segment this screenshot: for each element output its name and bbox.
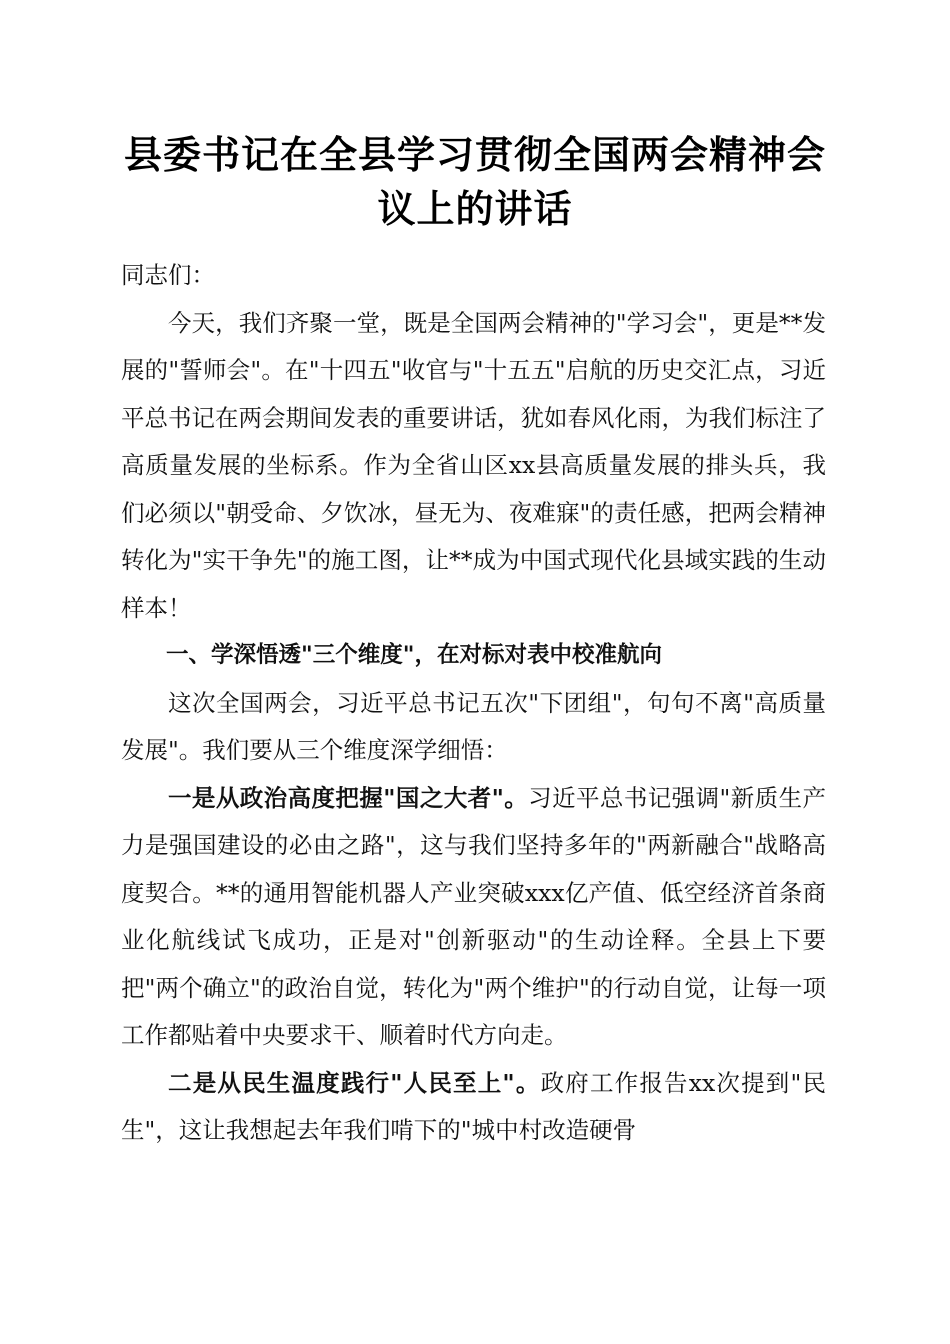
section-heading-1: 一、学深悟透"三个维度"，在对标对表中校准航向: [166, 642, 662, 668]
section-1-intro-paragraph: 这次全国两会，习近平总书记五次"下团组"，句句不离"高质量发展"。我们要从三个维度深学细悟：: [121, 688, 826, 764]
point-1-paragraph: [121, 775, 826, 1060]
point-2-lead: 二是从民生温度践行"人民至上"。: [168, 1068, 541, 1097]
point-1-body: 习近平总书记强调"新质生产力是强国建设的必由之路"，这与我们坚持多年的"两新融合"战略高度契合。**的通用智能机器人产业突破xxx亿产值、低空经济首条商业化航线试飞成功，正是对"创新驱动"的生动诠释。全县上下要把"两个确立"的政治自觉，转化为"两个维护"的行动自觉，让每一项工作都贴着中央要求干、顺着时代方向走。: [121, 783, 826, 1049]
document-body: [121, 252, 826, 1155]
intro-paragraph: 今天，我们齐聚一堂，既是全国两会精神的"学习会"，更是**发展的"誓师会"。在"十四五"收官与"十五五"启航的历史交汇点，习近平总书记在两会期间发表的重要讲话，犹如春风化雨，为我们标注了高质量发展的坐标系。作为全省山区xx县高质量发展的排头兵，我们必须以"朝受命、夕饮冰，昼无为、夜难寐"的责任感，把两会精神转化为"实干争先"的施工图，让**成为中国式现代化县域实践的生动样本！: [121, 308, 826, 622]
document-title: 县委书记在全县学习贯彻全国两会精神会议上的讲话: [123, 132, 826, 231]
salutation: 同志们：: [121, 261, 215, 289]
point-2-paragraph: [121, 1060, 826, 1155]
point-2-body: 政府工作报告xx次提到"民生"，这让我想起去年我们啃下的"城中村改造硬骨: [121, 1068, 826, 1144]
point-1-lead: 一是从政治高度把握"国之大者"。: [168, 783, 529, 812]
